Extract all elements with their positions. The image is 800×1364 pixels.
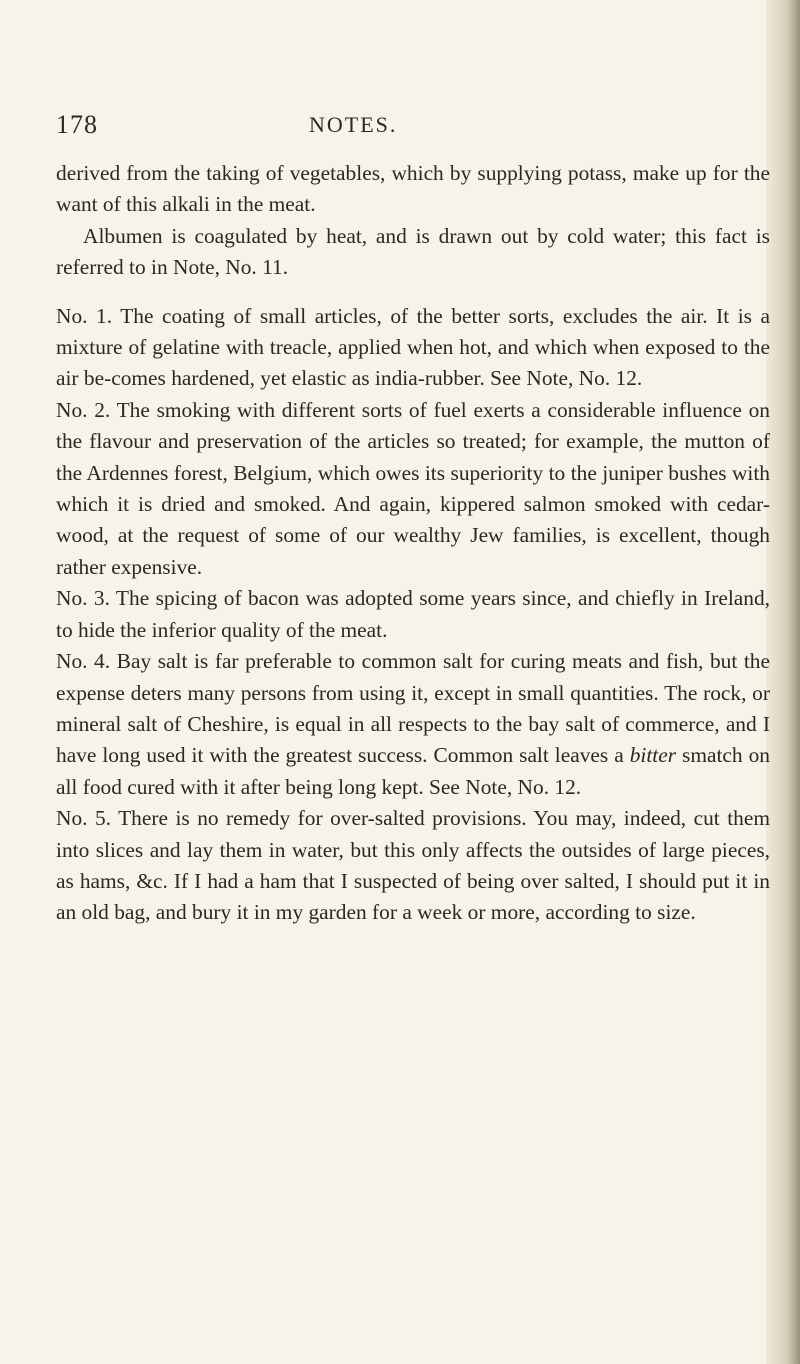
paragraph-note-4-italic: bitter xyxy=(629,743,677,768)
paragraph-albumen: Albumen is coagulated by heat, and is drawn out by cold water; this fact is referred to in Note, No. 11. xyxy=(56,223,770,280)
paragraph-note-2: No. 2. The smoking with different sorts of fuel exerts a considerable influence on the flavour and preservation of the articles so treated; for example, the mutton of the Ardennes forest, Belgium, which owes its superiority to the juniper bushes with which it is dried and smoked. And again, kippered salmon smoked with cedar-wood, at the request of some of our wealthy Jew families, is excellent, though rather expensive. xyxy=(56,397,770,579)
page-header xyxy=(56,110,756,150)
paragraph-note-1: No. 1. The coating of small articles, of the better sorts, excludes the air. It is a mixture of gelatine with treacle, applied when hot, and which when exposed to the air be-comes hardened, yet elastic as india-rubber. See Note, No. 12. xyxy=(56,303,770,391)
paragraph-gap xyxy=(56,284,770,301)
body-text xyxy=(56,158,770,929)
paragraph-note-5: No. 5. There is no remedy for over-salted provisions. You may, indeed, cut them into slices and lay them in water, but this only affects the outsides of large pieces, as hams, &c. If I had a ham that I suspected of being over salted, I should put it in an old bag, and bury it in my garden for a week or more, according to size. xyxy=(56,806,770,925)
page-number: 178 xyxy=(56,110,98,139)
paragraph-note-4 xyxy=(56,646,770,803)
paragraph-continuation: derived from the taking of vegetables, which by supplying potass, make up for the want of this alkali in the meat. xyxy=(56,161,770,217)
paragraph-note-4-text: No. 4. Bay salt is far preferable to common salt for curing meats and fish, but the expense deters many persons from using it, except in small quantities. The rock, or mineral salt of Cheshire, is equal in all respects to the bay salt of commerce, and I have long used it with the greatest success. Common salt leaves a xyxy=(56,649,770,768)
running-title: NOTES. xyxy=(309,112,398,137)
paragraph-note-4-text-end: smatch on all food cured with it after being long kept. See Note, No. 12. xyxy=(56,743,770,799)
paragraph-note-3: No. 3. The spicing of bacon was adopted some years since, and chiefly in Ireland, to hide the inferior quality of the meat. xyxy=(56,586,770,642)
page-shadow xyxy=(788,0,800,1364)
